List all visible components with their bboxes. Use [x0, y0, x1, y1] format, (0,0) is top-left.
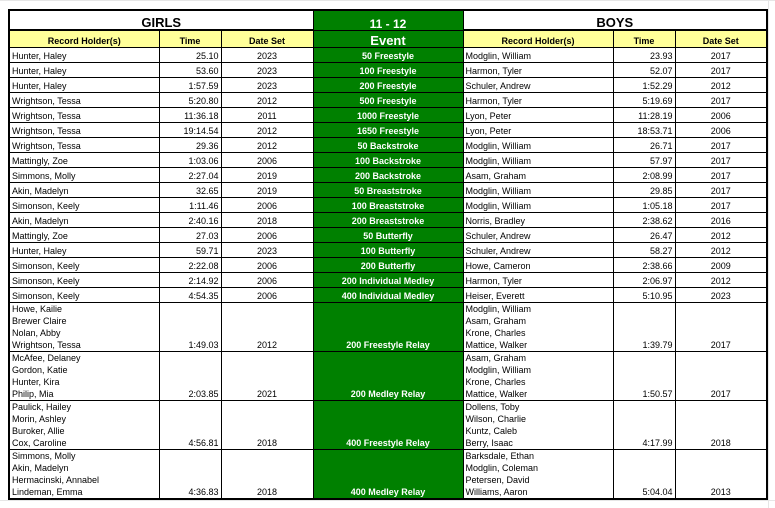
event-name: 50 Breaststroke — [313, 183, 463, 198]
relay-event-name: 400 Medley Relay — [313, 450, 463, 500]
sheet-gridline — [768, 0, 769, 508]
boys-record-holder: Modglin, William — [463, 183, 613, 198]
relay-row — [9, 450, 767, 500]
boys-relay-swimmer: Williams, Aaron — [465, 487, 528, 497]
boys-time: 26.71 — [613, 138, 675, 153]
girls-date-set: 2011 — [221, 108, 313, 123]
girls-record-holder: Mattingly, Zoe — [9, 228, 159, 243]
table-row — [9, 63, 767, 78]
girls-relay-date-set: 2012 — [221, 303, 313, 352]
boys-relay-swimmer: Modglin, Coleman — [465, 463, 539, 473]
girls-time-header: Time — [159, 30, 221, 48]
boys-relay-swimmer: Mattice, Walker — [465, 389, 528, 399]
girls-record-holder: Mattingly, Zoe — [9, 153, 159, 168]
girls-date-set: 2006 — [221, 198, 313, 213]
girls-date-set: 2006 — [221, 258, 313, 273]
girls-record-holder: Wrightson, Tessa — [9, 123, 159, 138]
girls-time: 1:11.46 — [159, 198, 221, 213]
boys-date-set: 2016 — [675, 213, 767, 228]
girls-record-holder: Akin, Madelyn — [9, 213, 159, 228]
table-row — [9, 78, 767, 93]
table-row — [9, 228, 767, 243]
girls-date-header: Date Set — [221, 30, 313, 48]
boys-time: 18:53.71 — [613, 123, 675, 138]
boys-record-holder: Modglin, William — [463, 48, 613, 63]
table-row — [9, 153, 767, 168]
boys-relay-swimmer: Dollens, Toby — [465, 402, 520, 412]
girls-date-set: 2023 — [221, 78, 313, 93]
girls-relay-time: 2:03.85 — [159, 352, 221, 401]
girls-date-set: 2012 — [221, 138, 313, 153]
boys-date-set: 2012 — [675, 228, 767, 243]
girls-relay-swimmer: Hunter, Kira — [12, 377, 60, 387]
boys-record-holder: Modglin, William — [463, 198, 613, 213]
boys-time: 2:38.66 — [613, 258, 675, 273]
relay-event-name: 400 Freestyle Relay — [313, 401, 463, 450]
girls-date-set: 2012 — [221, 123, 313, 138]
girls-record-holder-header: Record Holder(s) — [9, 30, 159, 48]
girls-time: 25.10 — [159, 48, 221, 63]
event-name: 50 Backstroke — [313, 138, 463, 153]
boys-relay-time: 1:50.57 — [613, 352, 675, 401]
girls-record-holder: Wrightson, Tessa — [9, 93, 159, 108]
boys-record-holder: Lyon, Peter — [463, 123, 613, 138]
girls-date-set: 2019 — [221, 183, 313, 198]
girls-time: 53.60 — [159, 63, 221, 78]
girls-relay-swimmers — [9, 352, 159, 401]
girls-record-holder: Simonson, Keely — [9, 288, 159, 303]
boys-record-holder: Schuler, Andrew — [463, 228, 613, 243]
girls-relay-swimmer: Nolan, Abby — [12, 328, 61, 338]
boys-time: 52.07 — [613, 63, 675, 78]
girls-time: 4:54.35 — [159, 288, 221, 303]
boys-heading: BOYS — [463, 10, 767, 30]
boys-relay-swimmer: Petersen, David — [465, 475, 530, 485]
girls-time: 2:22.08 — [159, 258, 221, 273]
girls-relay-swimmer: Howe, Kailie — [12, 304, 63, 314]
girls-record-holder: Akin, Madelyn — [9, 183, 159, 198]
table-row — [9, 168, 767, 183]
girls-time: 32.65 — [159, 183, 221, 198]
girls-relay-swimmer: Hermacinski, Annabel — [12, 475, 100, 485]
boys-relay-swimmer: Modglin, William — [465, 365, 532, 375]
event-name: 200 Individual Medley — [313, 273, 463, 288]
boys-relay-swimmer: Mattice, Walker — [465, 340, 528, 350]
boys-date-set: 2017 — [675, 93, 767, 108]
girls-relay-time: 4:56.81 — [159, 401, 221, 450]
sheet-gridline — [0, 0, 775, 1]
girls-date-set: 2012 — [221, 93, 313, 108]
girls-time: 1:57.59 — [159, 78, 221, 93]
girls-record-holder: Hunter, Haley — [9, 243, 159, 258]
boys-time: 2:08.99 — [613, 168, 675, 183]
girls-relay-swimmer: Philip, Mia — [12, 389, 54, 399]
boys-time: 29.85 — [613, 183, 675, 198]
table-row — [9, 258, 767, 273]
boys-record-holder: Harmon, Tyler — [463, 273, 613, 288]
girls-relay-swimmer: Lindeman, Emma — [12, 487, 83, 497]
table-row — [9, 93, 767, 108]
girls-record-holder: Hunter, Haley — [9, 63, 159, 78]
girls-relay-swimmer: Cox, Caroline — [12, 438, 67, 448]
girls-relay-swimmer: Akin, Madelyn — [12, 463, 69, 473]
girls-relay-date-set: 2021 — [221, 352, 313, 401]
event-name: 100 Butterfly — [313, 243, 463, 258]
girls-time: 59.71 — [159, 243, 221, 258]
girls-time: 1:03.06 — [159, 153, 221, 168]
boys-relay-swimmer: Asam, Graham — [465, 353, 527, 363]
girls-relay-date-set: 2018 — [221, 450, 313, 500]
girls-record-holder: Hunter, Haley — [9, 48, 159, 63]
girls-heading: GIRLS — [9, 10, 313, 30]
boys-time: 2:38.62 — [613, 213, 675, 228]
boys-record-holder: Schuler, Andrew — [463, 78, 613, 93]
girls-relay-swimmer: Brewer Claire — [12, 316, 67, 326]
grade-heading: 11 - 12 — [313, 10, 463, 30]
event-name: 400 Individual Medley — [313, 288, 463, 303]
boys-relay-date-set: 2013 — [675, 450, 767, 500]
relay-row — [9, 401, 767, 450]
table-row — [9, 48, 767, 63]
boys-relay-swimmer: Barksdale, Ethan — [465, 451, 535, 461]
boys-time: 58.27 — [613, 243, 675, 258]
boys-date-set: 2009 — [675, 258, 767, 273]
girls-relay-swimmer: McAfee, Delaney — [12, 353, 81, 363]
table-row — [9, 183, 767, 198]
relay-event-name: 200 Freestyle Relay — [313, 303, 463, 352]
event-name: 100 Breaststroke — [313, 198, 463, 213]
boys-relay-time: 1:39.79 — [613, 303, 675, 352]
girls-record-holder: Simmons, Molly — [9, 168, 159, 183]
boys-date-set: 2006 — [675, 108, 767, 123]
boys-record-holder: Norris, Bradley — [463, 213, 613, 228]
event-name: 200 Freestyle — [313, 78, 463, 93]
girls-relay-date-set: 2018 — [221, 401, 313, 450]
girls-relay-swimmers — [9, 401, 159, 450]
relay-row — [9, 303, 767, 352]
girls-relay-time: 1:49.03 — [159, 303, 221, 352]
boys-time: 5:19.69 — [613, 93, 675, 108]
boys-date-set: 2017 — [675, 153, 767, 168]
boys-relay-date-set: 2018 — [675, 401, 767, 450]
event-name: 500 Freestyle — [313, 93, 463, 108]
boys-record-holder-header: Record Holder(s) — [463, 30, 613, 48]
boys-time: 1:05.18 — [613, 198, 675, 213]
boys-date-set: 2012 — [675, 273, 767, 288]
boys-relay-time: 5:04.04 — [613, 450, 675, 500]
event-name: 1000 Freestyle — [313, 108, 463, 123]
event-name: 100 Backstroke — [313, 153, 463, 168]
girls-relay-swimmer: Buroker, Allie — [12, 426, 65, 436]
boys-record-holder: Modglin, William — [463, 153, 613, 168]
girls-date-set: 2019 — [221, 168, 313, 183]
boys-relay-swimmers — [463, 401, 613, 450]
boys-date-header: Date Set — [675, 30, 767, 48]
boys-record-holder: Harmon, Tyler — [463, 63, 613, 78]
girls-date-set: 2018 — [221, 213, 313, 228]
boys-time: 57.97 — [613, 153, 675, 168]
boys-date-set: 2012 — [675, 243, 767, 258]
boys-date-set: 2017 — [675, 198, 767, 213]
girls-date-set: 2023 — [221, 48, 313, 63]
relay-event-name: 200 Medley Relay — [313, 352, 463, 401]
girls-relay-time: 4:36.83 — [159, 450, 221, 500]
event-name: 100 Freestyle — [313, 63, 463, 78]
table-row — [9, 273, 767, 288]
boys-date-set: 2012 — [675, 78, 767, 93]
girls-relay-swimmer: Morin, Ashley — [12, 414, 67, 424]
boys-record-holder: Schuler, Andrew — [463, 243, 613, 258]
boys-relay-swimmer: Krone, Charles — [465, 328, 526, 338]
boys-record-holder: Modglin, William — [463, 138, 613, 153]
girls-date-set: 2006 — [221, 228, 313, 243]
relay-row — [9, 352, 767, 401]
girls-date-set: 2023 — [221, 63, 313, 78]
boys-date-set: 2017 — [675, 183, 767, 198]
boys-date-set: 2017 — [675, 138, 767, 153]
table-row — [9, 288, 767, 303]
records-table — [8, 9, 768, 500]
boys-record-holder: Lyon, Peter — [463, 108, 613, 123]
boys-record-holder: Howe, Cameron — [463, 258, 613, 273]
event-name: 50 Butterfly — [313, 228, 463, 243]
event-name: 1650 Freestyle — [313, 123, 463, 138]
boys-relay-swimmers — [463, 352, 613, 401]
boys-date-set: 2023 — [675, 288, 767, 303]
table-row — [9, 138, 767, 153]
boys-relay-swimmer: Modglin, William — [465, 304, 532, 314]
girls-relay-swimmers — [9, 450, 159, 500]
girls-record-holder: Simonson, Keely — [9, 273, 159, 288]
boys-date-set: 2017 — [675, 168, 767, 183]
girls-date-set: 2006 — [221, 288, 313, 303]
girls-date-set: 2023 — [221, 243, 313, 258]
girls-record-holder: Simonson, Keely — [9, 258, 159, 273]
boys-relay-swimmers — [463, 303, 613, 352]
table-row — [9, 213, 767, 228]
boys-relay-date-set: 2017 — [675, 303, 767, 352]
boys-record-holder: Heiser, Everett — [463, 288, 613, 303]
boys-relay-swimmer: Asam, Graham — [465, 316, 527, 326]
girls-time: 2:40.16 — [159, 213, 221, 228]
boys-time: 1:52.29 — [613, 78, 675, 93]
section-header-row — [9, 10, 767, 30]
boys-record-holder: Asam, Graham — [463, 168, 613, 183]
boys-time: 26.47 — [613, 228, 675, 243]
event-name: 50 Freestyle — [313, 48, 463, 63]
girls-time: 2:27.04 — [159, 168, 221, 183]
table-row — [9, 243, 767, 258]
event-header: Event — [313, 30, 463, 48]
boys-date-set: 2006 — [675, 123, 767, 138]
girls-relay-swimmer: Gordon, Katie — [12, 365, 68, 375]
girls-time: 11:36.18 — [159, 108, 221, 123]
boys-date-set: 2017 — [675, 48, 767, 63]
girls-date-set: 2006 — [221, 153, 313, 168]
boys-time: 11:28.19 — [613, 108, 675, 123]
event-name: 200 Backstroke — [313, 168, 463, 183]
girls-relay-swimmer: Simmons, Molly — [12, 451, 76, 461]
girls-time: 5:20.80 — [159, 93, 221, 108]
girls-relay-swimmer: Paulick, Hailey — [12, 402, 72, 412]
boys-relay-swimmers — [463, 450, 613, 500]
girls-time: 19:14.54 — [159, 123, 221, 138]
boys-time-header: Time — [613, 30, 675, 48]
girls-relay-swimmers — [9, 303, 159, 352]
girls-time: 29.36 — [159, 138, 221, 153]
boys-date-set: 2017 — [675, 63, 767, 78]
boys-time: 5:10.95 — [613, 288, 675, 303]
girls-time: 2:14.92 — [159, 273, 221, 288]
girls-time: 27.03 — [159, 228, 221, 243]
event-name: 200 Breaststroke — [313, 213, 463, 228]
boys-relay-swimmer: Krone, Charles — [465, 377, 526, 387]
boys-record-holder: Harmon, Tyler — [463, 93, 613, 108]
sheet-gridline — [0, 500, 775, 501]
girls-record-holder: Wrightson, Tessa — [9, 108, 159, 123]
table-row — [9, 198, 767, 213]
table-row — [9, 123, 767, 138]
boys-time: 23.93 — [613, 48, 675, 63]
column-header-row — [9, 30, 767, 48]
girls-record-holder: Wrightson, Tessa — [9, 138, 159, 153]
boys-relay-swimmer: Wilson, Charlie — [465, 414, 527, 424]
boys-relay-date-set: 2017 — [675, 352, 767, 401]
girls-record-holder: Simonson, Keely — [9, 198, 159, 213]
girls-date-set: 2006 — [221, 273, 313, 288]
boys-relay-time: 4:17.99 — [613, 401, 675, 450]
event-name: 200 Butterfly — [313, 258, 463, 273]
boys-relay-swimmer: Kuntz, Caleb — [465, 426, 518, 436]
girls-record-holder: Hunter, Haley — [9, 78, 159, 93]
boys-relay-swimmer: Berry, Isaac — [465, 438, 513, 448]
girls-relay-swimmer: Wrightson, Tessa — [12, 340, 81, 350]
table-row — [9, 108, 767, 123]
boys-time: 2:06.97 — [613, 273, 675, 288]
